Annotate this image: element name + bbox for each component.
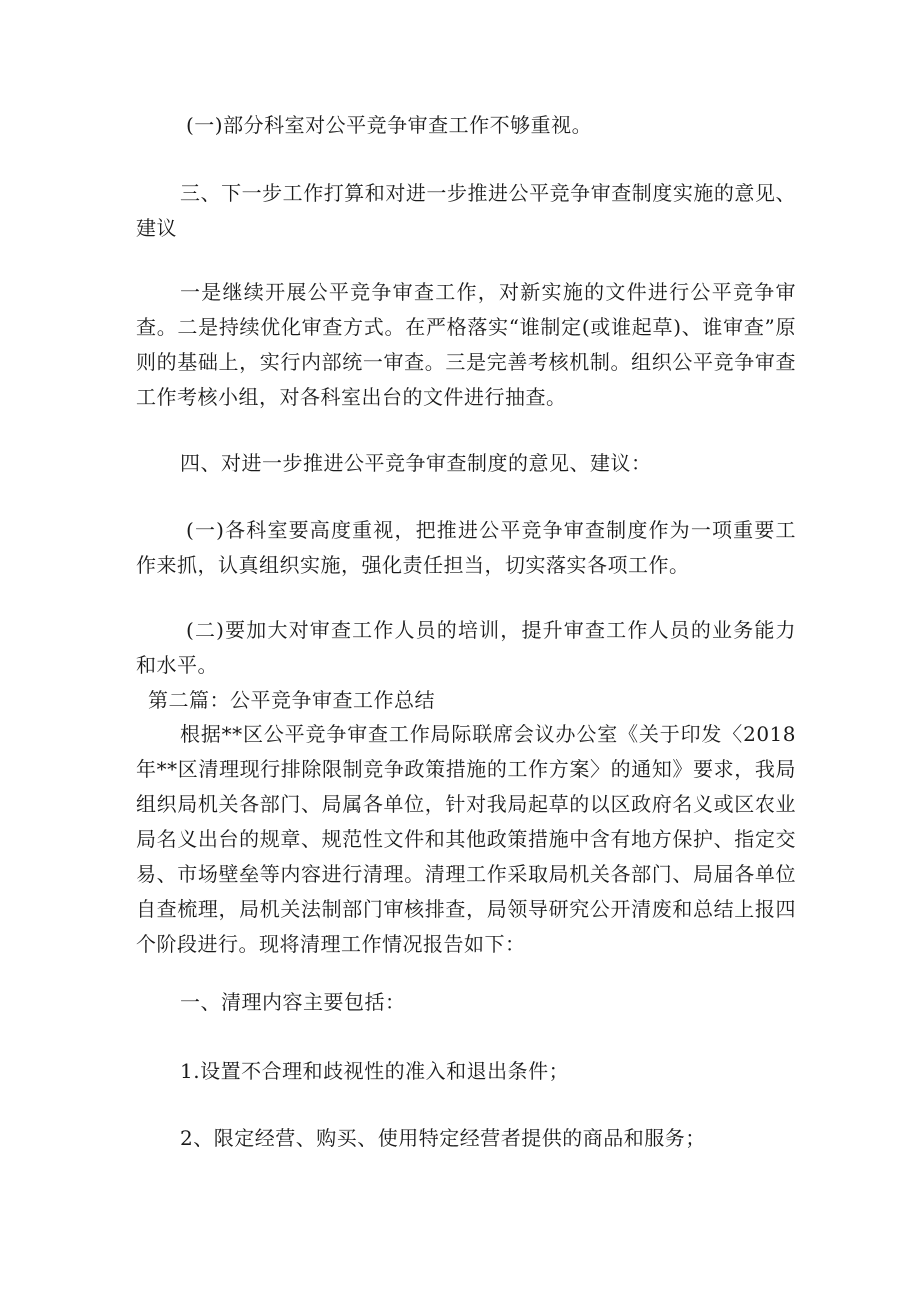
paragraph-issue-one: (一)部分科室对公平竞争审查工作不够重视。: [186, 113, 593, 137]
section-heading-one: 一、清理内容主要包括：: [180, 990, 406, 1014]
list-item-1: 1.设置不合理和歧视性的准入和退出条件；: [180, 1059, 570, 1083]
paragraph-plans: 一是继续开展公平竞争审查工作，对新实施的文件进行公平竞争审查。二是持续优化审查方式。在严格落实“谁制定(或谁起草)、谁审查”原则的基础上，实行内部统一审查。三是完善考核机制。组织公平竞争审查工作考核小组，对各科室出台的文件进行抽查。: [136, 280, 796, 409]
paragraph-background: 根据**区公平竞争审查工作局际联席会议办公室《关于印发〈2018年**区清理现行排除限制竞争政策措施的工作方案〉的通知》要求，我局组织局机关各部门、局属各单位，针对我局起草的以区政府名义或区农业局名义出台的规章、规范性文件和其他政策措施中含有地方保护、指定交易、市场壁垒等内容进行清理。清理工作采取局机关各部门、局届各单位自查梳理，局机关法制部门审核排查，局领导研究公开清废和总结上报四个阶段进行。现将清理工作情况报告如下：: [136, 722, 796, 956]
list-item-2: 2、限定经营、购买、使用特定经营者提供的商品和服务；: [180, 1126, 706, 1150]
section-heading-four: 四、对进一步推进公平竞争审查制度的意见、建议：: [180, 451, 652, 475]
section-heading-three: 三、下一步工作打算和对进一步推进公平竞争审查制度实施的意见、建议: [136, 181, 796, 240]
chapter-title: 第二篇：公平竞争审查工作总结: [148, 688, 435, 712]
paragraph-suggestion-two: (二)要加大对审查工作人员的培训，提升审查工作人员的业务能力和水平。: [136, 618, 796, 677]
paragraph-suggestion-one: (一)各科室要高度重视，把推进公平竞争审查制度作为一项重要工作来抓，认真组织实施，强化责任担当，切实落实各项工作。: [136, 518, 796, 577]
